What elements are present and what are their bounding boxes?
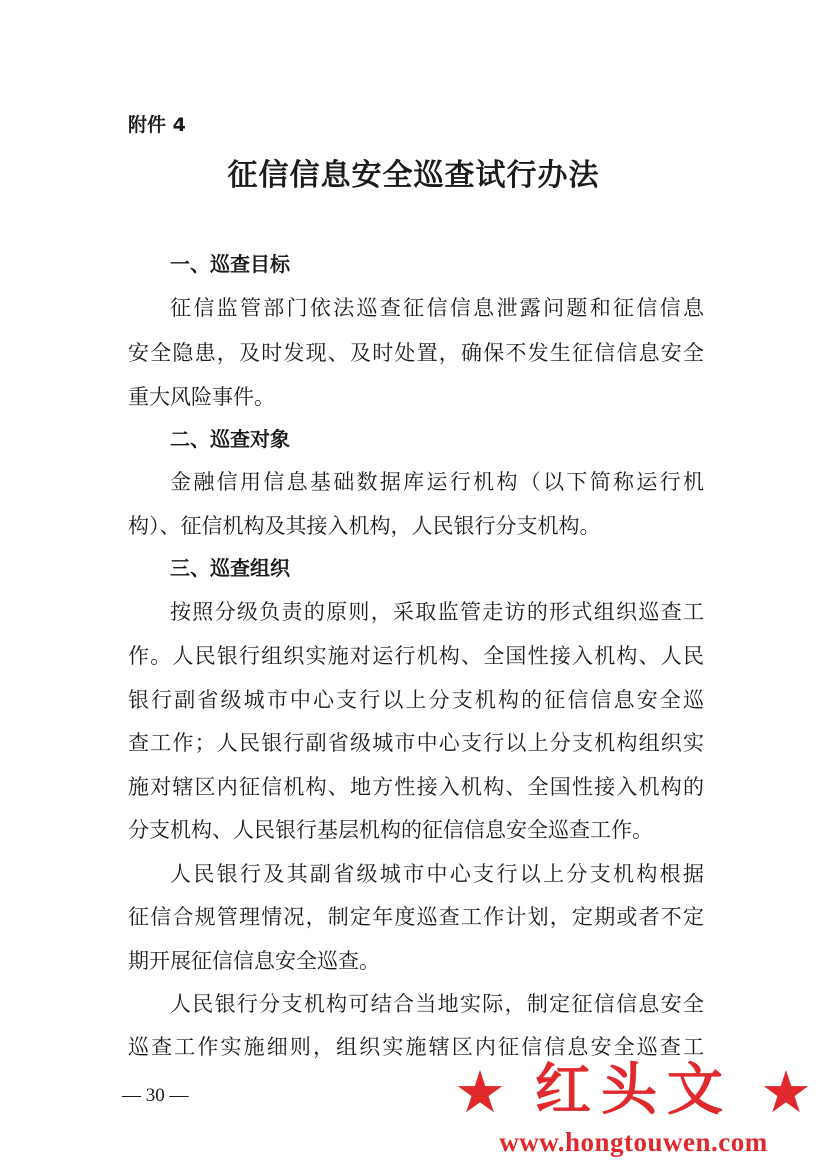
- paragraph-line: 构）、征信机构及其接入机构，人民银行分支机构。: [128, 514, 601, 538]
- paragraph-line: 人民银行分支机构可结合当地实际，制定征信信息安全: [170, 992, 704, 1016]
- watermark-text: 红头文: [535, 1058, 733, 1123]
- paragraph-line: 巡查工作实施细则，组织实施辖区内征信信息安全巡查工: [128, 1035, 704, 1059]
- star-icon: ★: [760, 1058, 812, 1126]
- star-icon: ★: [454, 1058, 506, 1126]
- paragraph-line: 按照分级负责的原则，采取监管走访的形式组织巡查工: [170, 600, 704, 624]
- attachment-label: 附件 4: [128, 114, 186, 136]
- paragraph-line: 查工作；人民银行副省级城市中心支行以上分支机构组织实: [128, 731, 704, 755]
- watermark-row: [440, 1055, 827, 1125]
- page-number: — 30 —: [122, 1085, 189, 1106]
- section-heading-1: 一、巡查目标: [170, 252, 290, 276]
- paragraph-line: 作。人民银行组织实施对运行机构、全国性接入机构、人民: [128, 644, 704, 668]
- paragraph-line: 金融信用信息基础数据库运行机构（以下简称运行机: [170, 470, 704, 494]
- section-heading-3: 三、巡查组织: [170, 556, 290, 580]
- section-heading-2: 二、巡查对象: [170, 427, 290, 451]
- paragraph-line: 征信监管部门依法巡查征信信息泄露问题和征信信息: [170, 296, 704, 320]
- watermark: [440, 1045, 827, 1170]
- paragraph-line: 施对辖区内征信机构、地方性接入机构、全国性接入机构的: [128, 775, 704, 799]
- paragraph-line: 人民银行及其副省级城市中心支行以上分支机构根据: [170, 862, 704, 886]
- watermark-url: www.hongtouwen.com: [499, 1127, 768, 1157]
- paragraph-line: 安全隐患，及时发现、及时处置，确保不发生征信信息安全: [128, 341, 704, 365]
- paragraph-line: 期开展征信信息安全巡查。: [128, 949, 380, 973]
- paragraph-line: 征信合规管理情况，制定年度巡查工作计划，定期或者不定: [128, 905, 704, 929]
- paragraph-line: 重大风险事件。: [128, 385, 275, 409]
- paragraph-line: 分支机构、人民银行基层机构的征信信息安全巡查工作。: [128, 818, 653, 842]
- document-title: 征信信息安全巡查试行办法: [227, 158, 600, 193]
- paragraph-line: 银行副省级城市中心支行以上分支机构的征信信息安全巡: [128, 688, 704, 712]
